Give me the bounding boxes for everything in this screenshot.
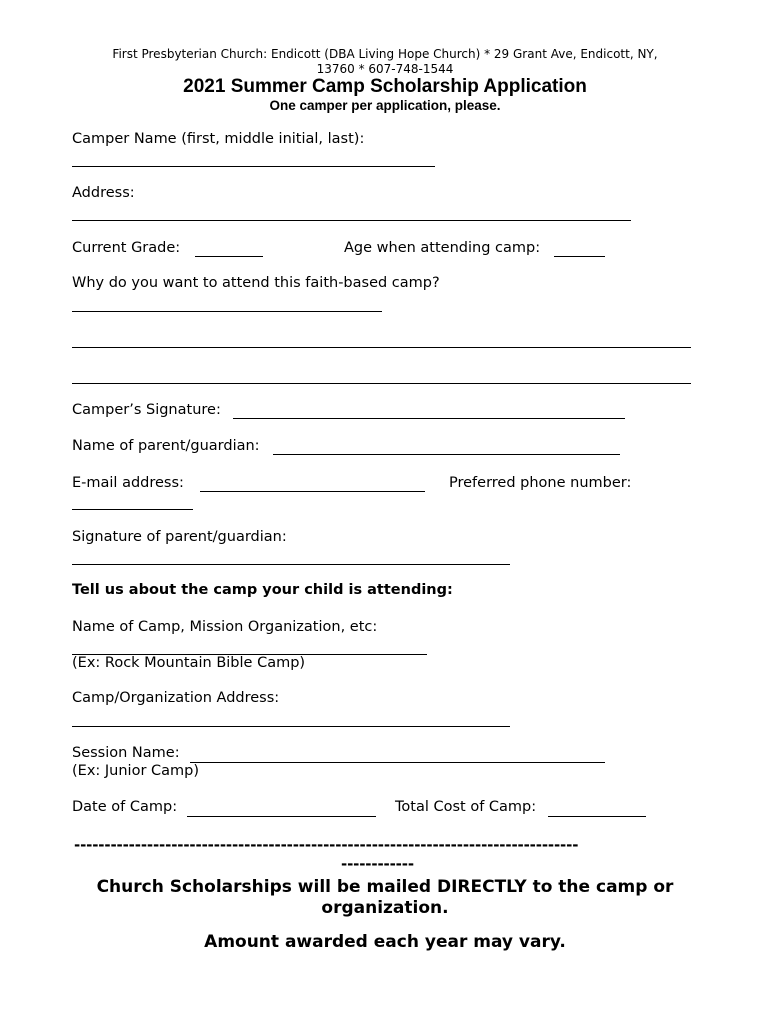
age-field[interactable] bbox=[554, 256, 605, 257]
form-subtitle: One camper per application, please. bbox=[269, 98, 501, 113]
camper-name-label: Camper Name (first, middle initial, last): bbox=[72, 131, 365, 147]
divider-line-2: ------------ bbox=[341, 855, 414, 873]
parent-name-label: Name of parent/guardian: bbox=[72, 438, 260, 454]
address-label: Address: bbox=[72, 185, 135, 201]
why-attend-field-line-3[interactable] bbox=[72, 383, 691, 384]
camp-date-label: Date of Camp: bbox=[72, 799, 178, 815]
form-title: 2021 Summer Camp Scholarship Application bbox=[183, 76, 587, 97]
camper-signature-field[interactable] bbox=[233, 418, 625, 419]
divider-line-1: ----------------------------------------------------------------------------------- bbox=[74, 836, 579, 854]
parent-signature-label: Signature of parent/guardian: bbox=[72, 529, 287, 545]
parent-name-field[interactable] bbox=[273, 454, 620, 455]
amount-note: Amount awarded each year may vary. bbox=[204, 932, 566, 952]
camp-section-heading: Tell us about the camp your child is attending: bbox=[72, 582, 453, 598]
current-grade-field[interactable] bbox=[195, 256, 263, 257]
current-grade-label: Current Grade: bbox=[72, 240, 181, 256]
session-name-label: Session Name: bbox=[72, 745, 180, 761]
total-cost-field[interactable] bbox=[548, 816, 646, 817]
address-field[interactable] bbox=[72, 220, 631, 221]
phone-label: Preferred phone number: bbox=[449, 475, 632, 491]
camp-name-example: (Ex: Rock Mountain Bible Camp) bbox=[72, 655, 306, 671]
total-cost-label: Total Cost of Camp: bbox=[395, 799, 537, 815]
why-attend-label: Why do you want to attend this faith-based camp? bbox=[72, 275, 440, 291]
camp-name-label: Name of Camp, Mission Organization, etc: bbox=[72, 619, 378, 635]
notice-line-2: organization. bbox=[321, 898, 449, 918]
email-field[interactable] bbox=[200, 491, 425, 492]
why-attend-field-line-2[interactable] bbox=[72, 347, 691, 348]
why-attend-field-line-1[interactable] bbox=[72, 311, 382, 312]
church-info-line-1: First Presbyterian Church: Endicott (DBA Living Hope Church) * 29 Grant Ave, Endicott, NY, bbox=[112, 47, 658, 61]
camper-signature-label: Camper’s Signature: bbox=[72, 402, 221, 418]
age-label: Age when attending camp: bbox=[344, 240, 541, 256]
phone-field[interactable] bbox=[72, 509, 193, 510]
email-label: E-mail address: bbox=[72, 475, 184, 491]
notice-line-1: Church Scholarships will be mailed DIRECTLY to the camp or bbox=[96, 877, 674, 897]
camper-name-field[interactable] bbox=[72, 166, 435, 167]
camp-date-field[interactable] bbox=[187, 816, 376, 817]
camp-address-field[interactable] bbox=[72, 726, 510, 727]
camp-address-label: Camp/Organization Address: bbox=[72, 690, 280, 706]
parent-signature-field[interactable] bbox=[72, 564, 510, 565]
church-info-line-2: 13760 * 607-748-1544 bbox=[316, 62, 454, 76]
session-example: (Ex: Junior Camp) bbox=[72, 763, 200, 779]
session-name-field[interactable] bbox=[190, 762, 605, 763]
